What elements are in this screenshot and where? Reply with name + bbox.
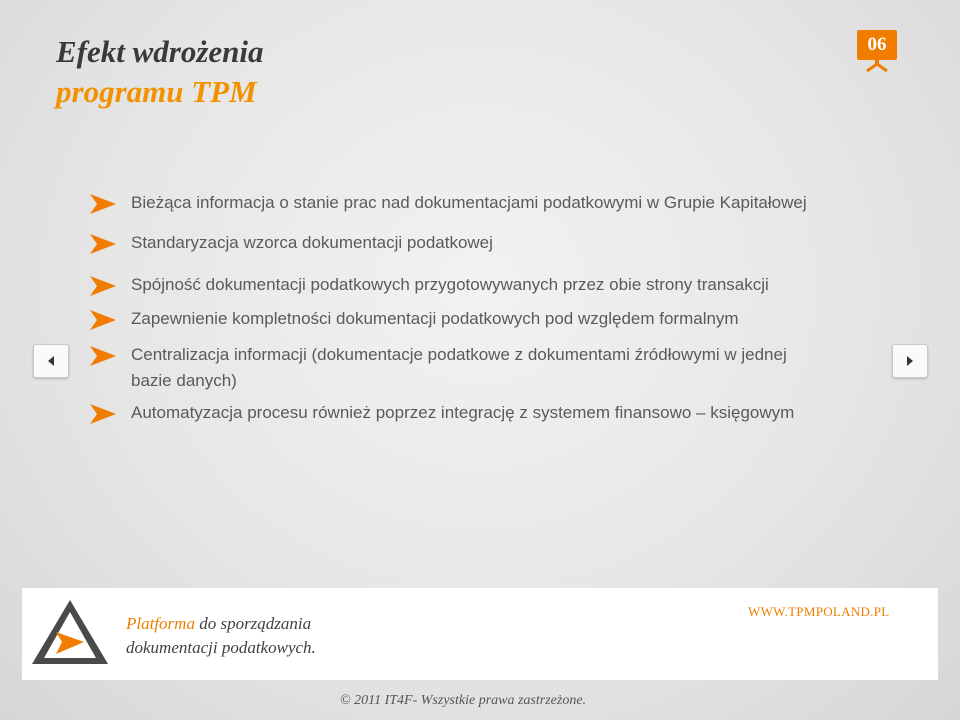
list-item: [90, 342, 830, 394]
list-item: [90, 230, 830, 256]
page-number: 06: [857, 30, 897, 60]
footer-tagline: [126, 612, 316, 660]
orange-arrow-icon: [90, 346, 116, 366]
bullet-list: [90, 190, 830, 426]
slide-title: [56, 32, 264, 112]
triangle-right-icon: [904, 355, 916, 367]
bullet-text: Standaryzacja wzorca dokumentacji podatkowej: [131, 233, 493, 252]
list-item: [90, 400, 830, 426]
tagline-line-2: dokumentacji podatkowych.: [126, 638, 316, 657]
website-link[interactable]: WWW.TPMPOLAND.PL: [748, 604, 890, 619]
list-item: [90, 306, 830, 332]
list-item: [90, 190, 830, 216]
next-slide-button[interactable]: [892, 344, 928, 378]
bullet-text: Bieżąca informacja o stanie prac nad dokumentacjami podatkowymi w Grupie Kapitałowej: [131, 193, 807, 212]
orange-arrow-icon: [90, 194, 116, 214]
list-item: [90, 272, 830, 298]
orange-arrow-icon: [90, 404, 116, 424]
bullet-text: Automatyzacja procesu również poprzez integrację z systemem finansowo – księgowym: [131, 403, 795, 422]
title-line-2: programu TPM: [56, 74, 257, 109]
orange-arrow-icon: [90, 276, 116, 296]
bullet-text: Centralizacja informacji (dokumentacje podatkowe z dokumentami źródłowymi w jednej bazie danych): [131, 345, 787, 390]
triangle-left-icon: [45, 355, 57, 367]
page-number-badge: [857, 30, 897, 70]
title-line-1: Efekt wdrożenia: [56, 34, 264, 69]
previous-slide-button[interactable]: [33, 344, 69, 378]
copyright-text: © 2011 IT4F- Wszystkie prawa zastrzeżone.: [340, 693, 587, 708]
orange-arrow-icon: [90, 234, 116, 254]
easel-stand-icon: [857, 58, 897, 72]
tagline-rest: do sporządzania: [194, 614, 312, 633]
tagline-highlight: Platforma: [126, 614, 195, 633]
orange-arrow-icon: [90, 310, 116, 330]
bullet-text: Zapewnienie kompletności dokumentacji podatkowych pod względem formalnym: [131, 309, 739, 328]
bullet-text: Spójność dokumentacji podatkowych przygotowywanych przez obie strony transakcji: [131, 275, 769, 294]
tpm-logo-icon: [30, 598, 110, 666]
